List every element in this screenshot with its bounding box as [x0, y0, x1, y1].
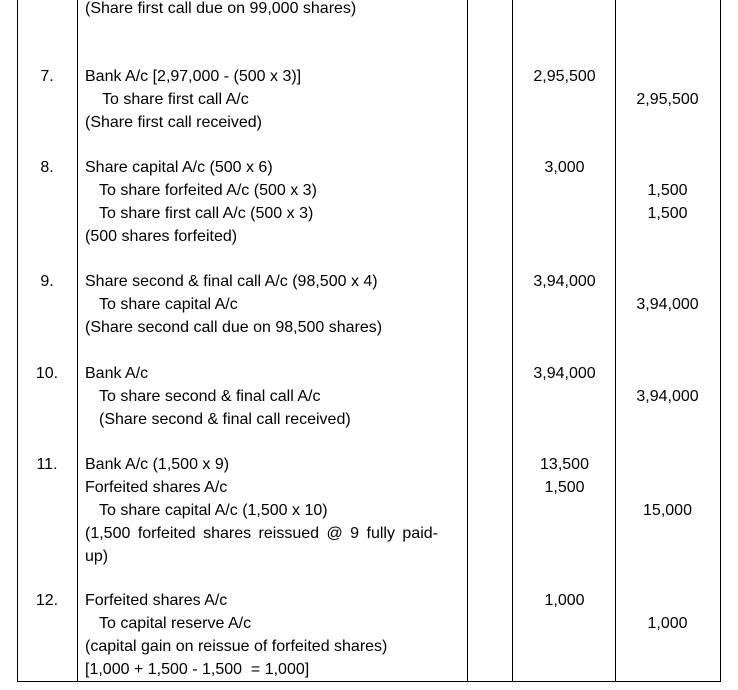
debit-account: Forfeited shares A/c: [85, 479, 228, 496]
debit-account: Bank A/c (1,500 x 9): [85, 456, 230, 473]
debit-account: Share second & final call A/c (98,500 x 4): [85, 273, 378, 290]
col-border-credit: [615, 0, 616, 682]
credit-amount: 2,95,500: [636, 91, 699, 108]
credit-account: To share first call A/c: [102, 91, 249, 108]
debit-amount: 1,000: [544, 592, 585, 609]
col-border-right: [720, 0, 721, 682]
credit-account: To share second & final call A/c: [99, 388, 321, 405]
calculation-note: [1,000 + 1,500 - 1,500 = 1,000]: [85, 661, 310, 678]
credit-account: To capital reserve A/c: [99, 615, 252, 632]
credit-account: To share capital A/c (1,500 x 10): [99, 502, 328, 519]
entry-number: 8.: [40, 159, 54, 176]
narration: (capital gain on reissue of forfeited shares): [85, 638, 388, 655]
debit-account: Forfeited shares A/c: [85, 592, 228, 609]
debit-amount: 3,94,000: [533, 273, 596, 290]
debit-amount: 1,500: [544, 479, 585, 496]
entry-number: 12.: [35, 592, 59, 609]
credit-amount: 15,000: [643, 502, 692, 519]
debit-account: Bank A/c [2,97,000 - (500 x 3)]: [85, 68, 302, 85]
col-border-lf: [467, 0, 468, 682]
credit-account: To share first call A/c (500 x 3): [99, 205, 314, 222]
narration: (Share second & final call received): [99, 411, 351, 428]
debit-account: Share capital A/c (500 x 6): [85, 159, 273, 176]
col-border-left: [17, 0, 18, 682]
narration: (1,500 forfeited shares reissued @ 9 fully paid-: [85, 525, 438, 542]
entry-number: 9.: [40, 273, 54, 290]
debit-amount: 3,94,000: [533, 365, 596, 382]
credit-amount: 1,500: [647, 205, 688, 222]
narration: (500 shares forfeited): [85, 228, 238, 245]
credit-account: To share forfeited A/c (500 x 3): [99, 182, 317, 199]
credit-account: To share capital A/c: [99, 296, 238, 313]
debit-amount: 13,500: [540, 456, 589, 473]
debit-account: Bank A/c: [85, 365, 149, 382]
narration: (Share first call due on 99,000 shares): [85, 0, 357, 17]
entry-number: 11.: [36, 456, 58, 473]
credit-amount: 1,000: [647, 615, 688, 632]
col-border-debit: [512, 0, 513, 682]
debit-amount: 3,000: [544, 159, 585, 176]
narration-continued: up): [85, 548, 109, 565]
narration: (Share first call received): [85, 114, 262, 131]
entry-number: 7.: [40, 68, 54, 85]
credit-amount: 3,94,000: [636, 296, 699, 313]
credit-amount: 1,500: [647, 182, 688, 199]
col-border-particulars: [77, 0, 78, 682]
narration: (Share second call due on 98,500 shares): [85, 319, 383, 336]
debit-amount: 2,95,500: [533, 68, 596, 85]
credit-amount: 3,94,000: [636, 388, 699, 405]
table-bottom-border: [17, 681, 721, 682]
entry-number: 10.: [35, 365, 59, 382]
